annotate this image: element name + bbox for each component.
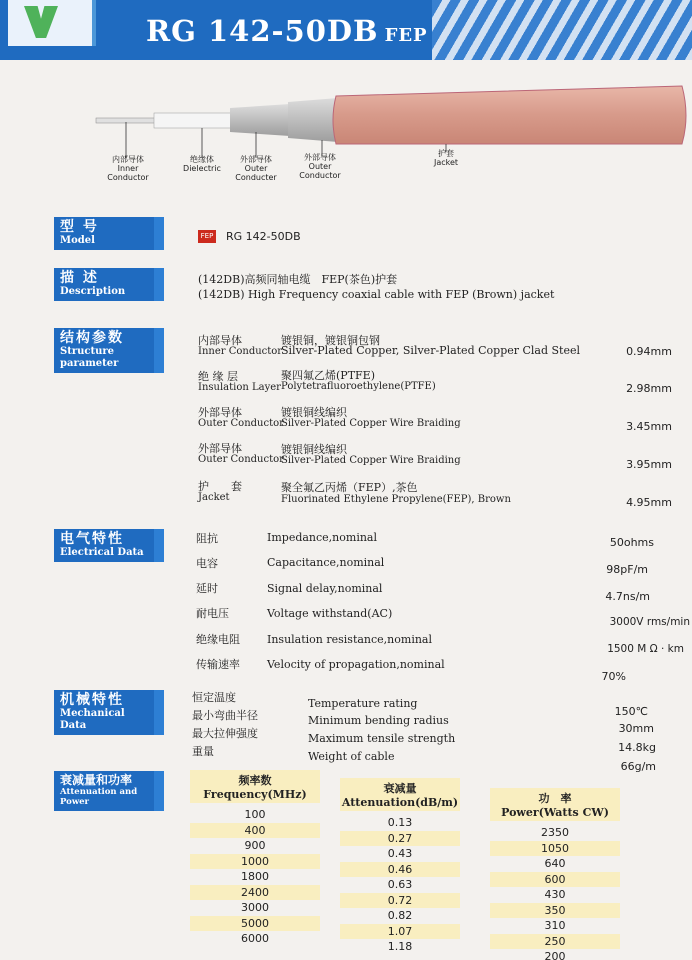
attenuation-cell: 0.63: [387, 878, 413, 891]
label-cn: 电气特性: [60, 531, 124, 547]
attenuation-cell: 0.46: [340, 862, 460, 878]
logo-mark-icon: [24, 6, 58, 38]
mechanical-value: 14.8kg: [618, 741, 656, 754]
callout-cn: 绝缘体: [190, 155, 214, 164]
structure-value: 0.94mm: [626, 345, 672, 358]
electrical-cn: 传输速率: [196, 658, 240, 671]
title-text: RG 142-50DB: [146, 14, 379, 48]
structure-name-en: Outer Conductor: [198, 454, 284, 465]
frequency-cell: 2400: [190, 885, 320, 901]
electrical-value: 70%: [601, 670, 626, 683]
callout-en: Dielectric: [183, 163, 221, 173]
section-label-attenuation: [54, 771, 164, 811]
electrical-en: Insulation resistance,nominal: [267, 633, 432, 646]
structure-mat-en: Silver-Plated Copper Wire Braiding: [281, 455, 461, 466]
structure-mat-en: Silver-Plated Copper, Silver-Plated Copper Clad Steel: [281, 344, 581, 357]
attenuation-column: [340, 778, 460, 955]
frequency-cell: 100: [244, 808, 266, 821]
header-cn: 频率数: [238, 774, 272, 787]
section-label-description: [54, 268, 164, 301]
power-column: [490, 788, 620, 960]
frequency-cell: 1800: [241, 870, 269, 883]
electrical-en: Capacitance,nominal: [267, 556, 385, 569]
structure-value: 3.95mm: [626, 458, 672, 471]
callout-en: Jacket: [433, 157, 459, 167]
attenuation-cell: 1.18: [387, 940, 413, 953]
electrical-value: 3000V rms/min: [609, 616, 690, 628]
structure-mat-en: Fluorinated Ethylene Propylene(FEP), Brown: [281, 494, 511, 505]
electrical-cn: 绝缘电阻: [196, 633, 240, 646]
power-cell: 310: [544, 919, 566, 932]
mechanical-en: Temperature rating: [308, 697, 418, 710]
callout-cn: 护套: [438, 149, 454, 158]
outer-conductor-2-shape: [288, 98, 338, 142]
structure-name-en: Inner Conductor: [198, 346, 283, 357]
power-header: [490, 788, 620, 821]
header-cn: 衰减量: [383, 782, 417, 795]
frequency-cell: 1000: [190, 854, 320, 870]
frequency-cell: 900: [244, 839, 266, 852]
callout-en: Outer Conductor: [299, 161, 341, 180]
attenuation-header: [340, 778, 460, 811]
attenuation-cell: 0.82: [387, 909, 413, 922]
callout-dielectric: [176, 156, 228, 174]
mechanical-en: Maximum tensile strength: [308, 732, 456, 745]
structure-mat-cn: 镀银铜线编织: [281, 406, 347, 419]
structure-name-en: Insulation Layer: [198, 382, 281, 393]
attenuation-cells: [340, 815, 460, 955]
structure-value: 4.95mm: [626, 496, 672, 509]
structure-mat-cn: 聚全氟乙丙烯（FEP）,茶色: [281, 481, 418, 494]
company-logo: [8, 0, 96, 46]
description-en: (142DB) High Frequency coaxial cable with FEP (Brown) jacket: [198, 288, 555, 301]
power-cell: 640: [544, 857, 566, 870]
electrical-cn: 耐电压: [196, 607, 229, 620]
mechanical-cn: 最大拉伸强度: [192, 727, 258, 740]
structure-mat-en: Silver-Plated Copper Wire Braiding: [281, 418, 461, 429]
description-cn: (142DB)高频同轴电缆 FEP(茶色)护套: [198, 273, 398, 286]
electrical-cn: 阻抗: [196, 532, 218, 545]
label-en: Description: [60, 286, 126, 298]
label-en: Attenuation and Power: [60, 787, 138, 808]
frequency-cell: 6000: [241, 932, 269, 945]
section-label-model: [54, 217, 164, 250]
electrical-en: Impedance,nominal: [267, 531, 377, 544]
attenuation-cell: 1.07: [340, 924, 460, 940]
mechanical-cn: 最小弯曲半径: [192, 709, 258, 722]
cable-illustration: [90, 70, 690, 190]
label-cn: 衰减量和功率: [60, 773, 133, 787]
power-cell: 600: [490, 872, 620, 888]
structure-mat-cn: 聚四氟乙烯(PTFE): [281, 369, 375, 382]
section-label-structure: [54, 328, 164, 373]
jacket-shape: [333, 86, 686, 144]
callout-jacket: [426, 150, 466, 168]
electrical-cn: 延时: [196, 582, 218, 595]
structure-name-cn: 外部导体: [198, 406, 242, 419]
power-cells: [490, 825, 620, 960]
label-en: Model: [60, 235, 95, 247]
label-cn: 描 述: [60, 270, 99, 286]
dielectric-shape: [154, 113, 234, 128]
frequency-header: [190, 770, 320, 803]
electrical-value: 4.7ns/m: [605, 590, 650, 603]
structure-name-en: Outer Conductor: [198, 418, 284, 429]
structure-mat-cn: 镀银铜，镀银铜包钢: [281, 334, 380, 347]
section-label-electrical: [54, 529, 164, 562]
callout-cn: 外部导体: [240, 155, 272, 164]
frequency-cell: 5000: [190, 916, 320, 932]
callout-en: Inner Conductor: [107, 163, 149, 182]
label-cn: 结构参数: [60, 330, 124, 346]
electrical-value: 50ohms: [609, 536, 654, 549]
header-en: Power(Watts CW): [501, 806, 609, 819]
mechanical-cn: 恒定温度: [192, 691, 236, 704]
structure-name-cn: 绝 缘 层: [198, 370, 238, 383]
header-en: Attenuation(dB/m): [341, 796, 459, 809]
mechanical-value: 66g/m: [620, 760, 656, 773]
electrical-en: Signal delay,nominal: [267, 582, 383, 595]
power-cell: 200: [544, 950, 566, 960]
section-label-mechanical: [54, 690, 164, 735]
header-banner: [0, 0, 692, 60]
label-cn: 机械特性: [60, 692, 124, 708]
attenuation-cell: 0.27: [340, 831, 460, 847]
electrical-en: Velocity of propagation,nominal: [267, 658, 445, 671]
frequency-cell: 400: [190, 823, 320, 839]
power-cell: 430: [544, 888, 566, 901]
attenuation-cell: 0.72: [340, 893, 460, 909]
power-cell: 2350: [541, 826, 569, 839]
attenuation-cell: 0.43: [387, 847, 413, 860]
electrical-cn: 电容: [196, 557, 218, 570]
decorative-stripes: [432, 0, 692, 60]
structure-mat-en: Polytetrafluoroethylene(PTFE): [281, 381, 436, 392]
structure-name-en: Jacket: [198, 492, 230, 503]
title-suffix: FEP: [384, 25, 428, 46]
mechanical-value: 30mm: [618, 722, 654, 735]
label-cn: 型 号: [60, 219, 99, 235]
label-en: Mechanical Data: [60, 708, 125, 732]
mechanical-en: Minimum bending radius: [308, 714, 449, 727]
structure-name-cn: 外部导体: [198, 442, 242, 455]
power-cell: 1050: [490, 841, 620, 857]
attenuation-cell: 0.13: [387, 816, 413, 829]
electrical-en: Voltage withstand(AC): [267, 607, 393, 620]
product-title: [146, 14, 428, 48]
callout-en: Outer Conducter: [235, 163, 277, 182]
structure-name-cn: 护 套: [198, 480, 242, 493]
power-cell: 250: [490, 934, 620, 950]
callout-outer-2: [288, 154, 352, 180]
power-cell: 350: [490, 903, 620, 919]
callout-inner: [98, 156, 158, 182]
label-en: Structure parameter: [60, 346, 119, 370]
mechanical-cn: 重量: [192, 745, 214, 758]
outer-conductor-1-shape: [230, 104, 290, 136]
header-cn: 功 率: [538, 792, 572, 805]
label-en: Electrical Data: [60, 547, 144, 559]
header-en: Frequency(MHz): [203, 788, 307, 801]
structure-mat-cn: 镀银铜线编织: [281, 443, 347, 456]
structure-name-cn: 内部导体: [198, 334, 242, 347]
model-value: RG 142-50DB: [226, 230, 301, 243]
callout-cn: 外部导体: [304, 153, 336, 162]
callout-cn: 内部导体: [112, 155, 144, 164]
structure-value: 3.45mm: [626, 420, 672, 433]
frequency-column: [190, 770, 320, 947]
electrical-value: 98pF/m: [606, 563, 648, 576]
frequency-cell: 3000: [241, 901, 269, 914]
callout-outer-1: [224, 156, 288, 182]
mechanical-value: 150℃: [614, 705, 648, 718]
mechanical-en: Weight of cable: [308, 750, 395, 763]
structure-value: 2.98mm: [626, 382, 672, 395]
fep-badge: FEP: [198, 230, 216, 243]
electrical-value: 1500 M Ω · km: [607, 643, 684, 655]
frequency-cells: [190, 807, 320, 947]
